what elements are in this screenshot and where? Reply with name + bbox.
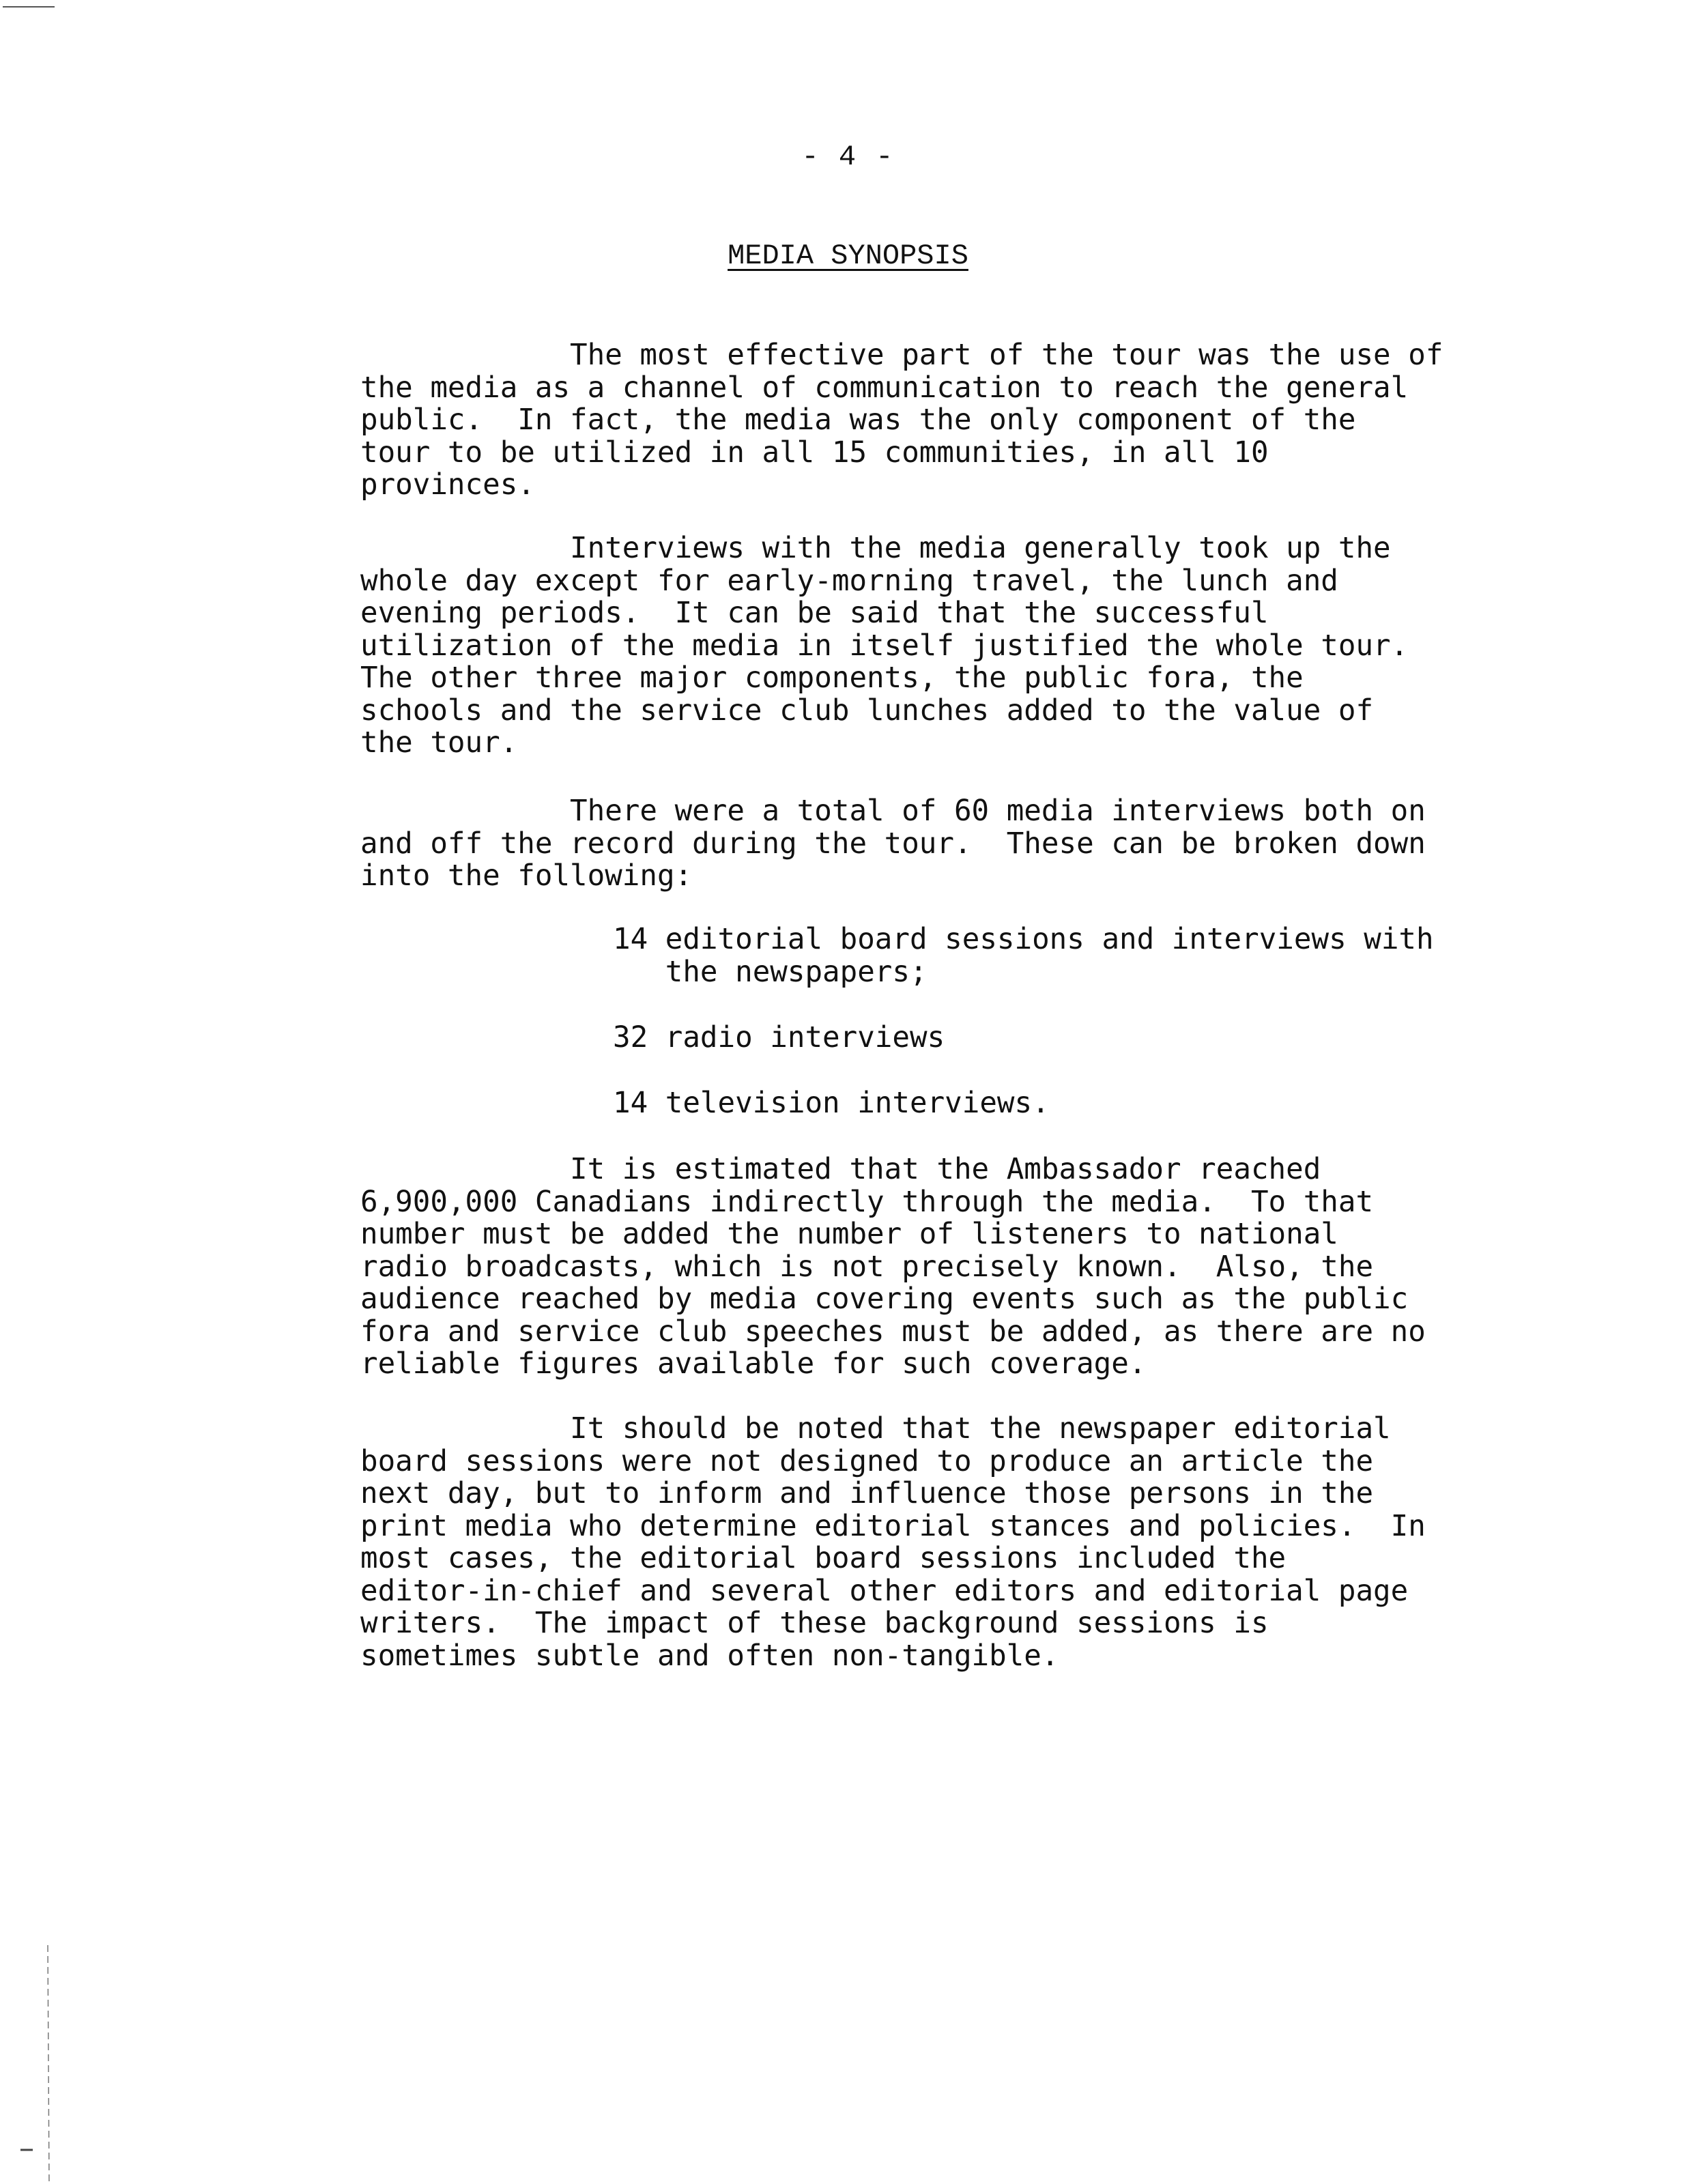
breakdown-item-television: 14 television interviews. xyxy=(613,1087,1050,1120)
breakdown-item-editorial: 14 editorial board sessions and interviews with the newspapers; xyxy=(613,923,1434,989)
scan-edge-artifact xyxy=(0,0,55,2184)
paragraph-5: It should be noted that the newspaper editorial board sessions were not designed to produce an article the next day, but to inform and influence those persons in the print media who determine editorial stances and policies. In most cases, the editorial board sessions included the editor-in-chief and several other editors and editorial page writers. The impact of these background sessions is sometimes subtle and often non-tangible. xyxy=(360,1412,1426,1673)
section-heading: MEDIA SYNOPSIS xyxy=(728,240,968,272)
page-number: - 4 - xyxy=(801,141,895,173)
paragraph-4: It is estimated that the Ambassador reached 6,900,000 Canadians indirectly through the media. To that number must be added the number of listeners to national radio broadcasts, which is not precisely known. Also, the audience reached by media covering events such as the public fora and service club speeches must be added, as there are no reliable figures available for such coverage. xyxy=(360,1153,1426,1381)
paragraph-2: Interviews with the media generally took up the whole day except for early-morning travel, the lunch and evening periods. It can be said that the successful utilization of the media in itself justified the whole tour. The other three major components, the public fora, the schools and the service club lunches added to the value of the tour. xyxy=(360,532,1409,760)
paragraph-1: The most effective part of the tour was the use of the media as a channel of communication to reach the general public. In fact, the media was the only component of the tour to be utilized in all 15 communities, in all 10 provinces. xyxy=(360,339,1443,502)
paragraph-3: There were a total of 60 media interviews both on and off the record during the tour. These can be broken down into the following: xyxy=(360,794,1426,893)
breakdown-item-radio: 32 radio interviews xyxy=(613,1021,945,1054)
